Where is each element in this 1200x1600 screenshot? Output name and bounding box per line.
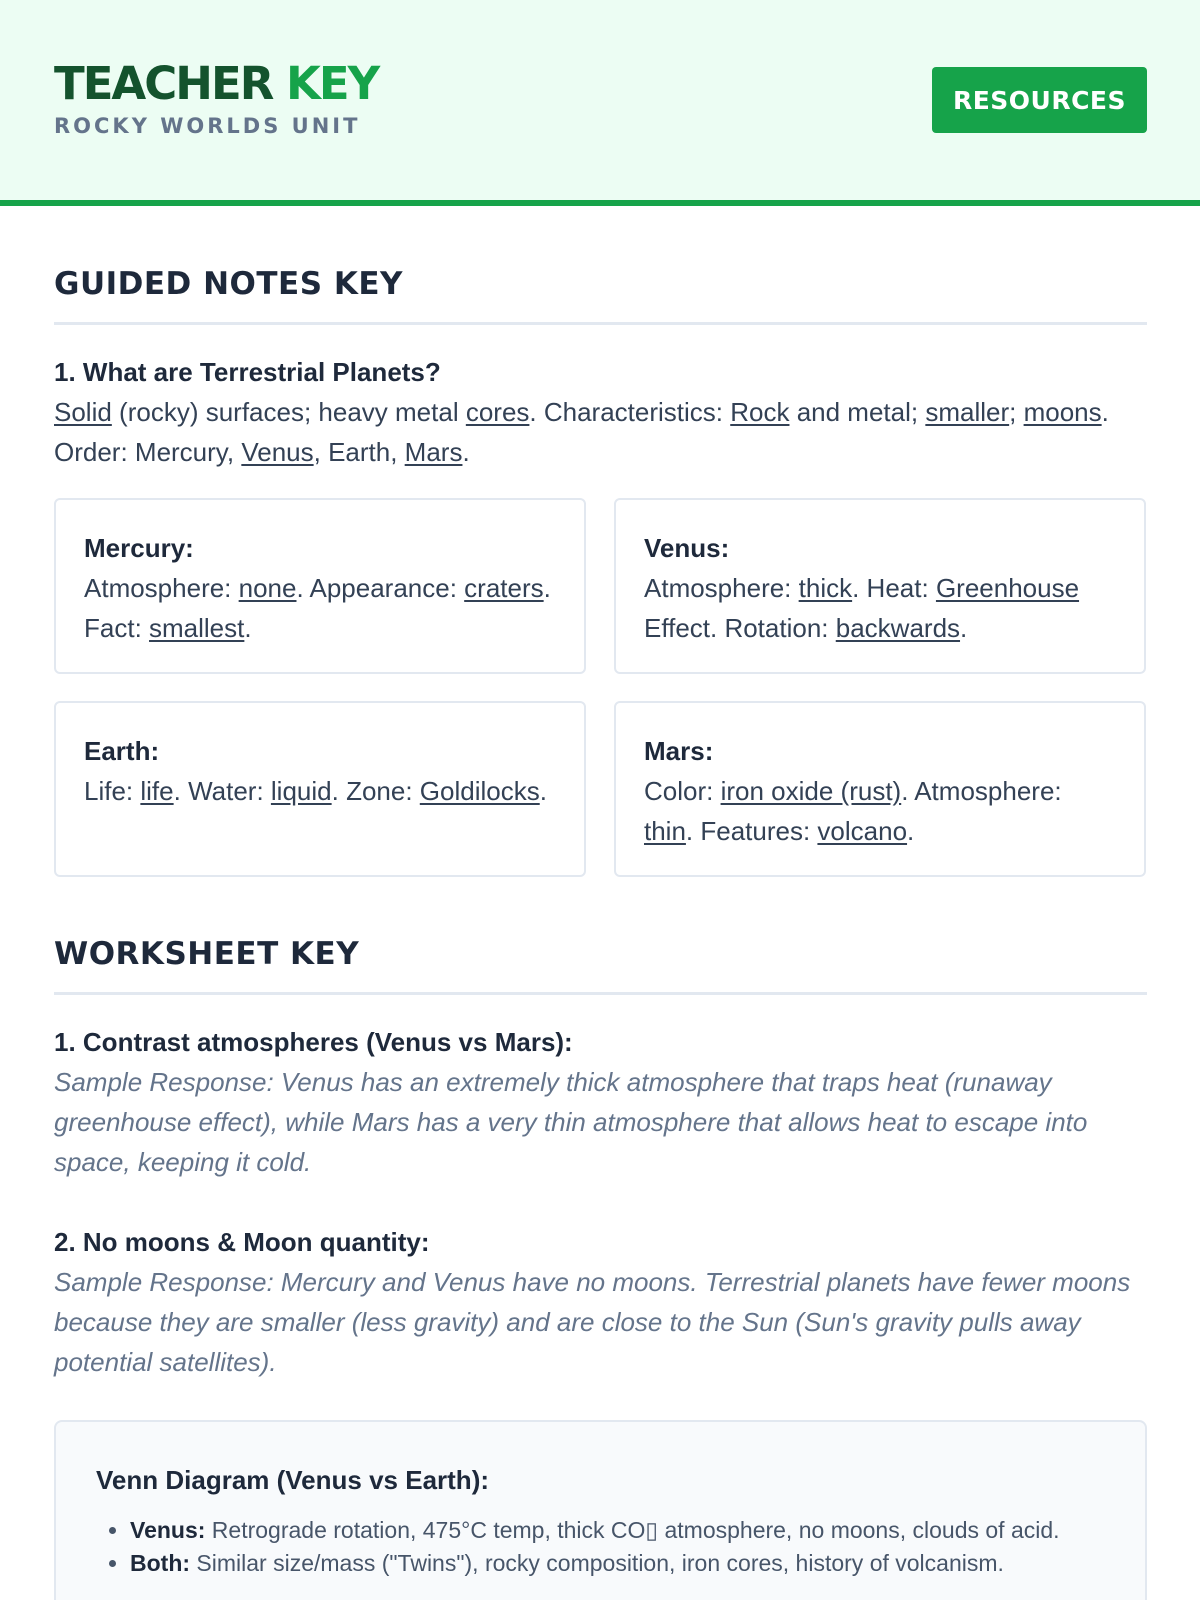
card-label: Life: bbox=[84, 776, 141, 806]
card-text bbox=[84, 568, 556, 648]
answer-text: ; bbox=[1009, 397, 1024, 427]
card-earth bbox=[54, 701, 586, 877]
answer-blank: life bbox=[140, 776, 174, 806]
worksheet-question-1-answer: Sample Response: Venus has an extremely thick atmosphere that traps heat (runaway greenhouse effect), while Mars has a very thin atmosphere that allows heat to escape into space, keeping it cold. bbox=[54, 1067, 1088, 1177]
title-accent: KEY bbox=[286, 57, 379, 110]
answer-blank: smallest bbox=[149, 613, 245, 643]
answer-blank: Solid bbox=[54, 397, 112, 427]
answer-blank: moons bbox=[1023, 397, 1102, 427]
card-text bbox=[84, 771, 556, 811]
venn-item-text: Similar size/mass ("Twins"), rocky composition, iron cores, history of volcanism. bbox=[190, 1550, 1004, 1576]
answer-text: . Order: Mercury, bbox=[54, 397, 1109, 467]
card-label: Atmosphere: bbox=[84, 573, 239, 603]
answer-text: and metal; bbox=[789, 397, 926, 427]
worksheet-question-2-title: 2. No moons & Moon quantity: bbox=[54, 1227, 430, 1257]
card-text bbox=[644, 568, 1116, 648]
card-venus bbox=[614, 498, 1146, 674]
card-label: . Appearance: bbox=[296, 573, 465, 603]
card-label: Effect. Rotation: bbox=[644, 613, 836, 643]
card-title: Earth: bbox=[84, 736, 160, 766]
card-label: . Zone: bbox=[331, 776, 420, 806]
card-label: . Atmosphere: bbox=[901, 776, 1062, 806]
answer-text: . bbox=[462, 437, 470, 467]
worksheet-question-2-answer: Sample Response: Mercury and Venus have no moons. Terrestrial planets have fewer moons because they are smaller (less gravity) and are close to the Sun (Sun's gravity pulls away potential satellites). bbox=[54, 1267, 1131, 1377]
answer-text: . Characteristics: bbox=[529, 397, 731, 427]
answer-blank: Goldilocks bbox=[419, 776, 540, 806]
answer-blank: Mars bbox=[404, 437, 463, 467]
card-label: . Water: bbox=[173, 776, 271, 806]
card-label: . Fact: bbox=[84, 573, 551, 643]
venn-item-label: Venus: bbox=[130, 1517, 206, 1543]
answer-blank: smaller bbox=[925, 397, 1010, 427]
answer-blank: volcano bbox=[817, 816, 908, 846]
answer-blank: craters bbox=[464, 573, 544, 603]
list-item bbox=[130, 1514, 1105, 1547]
title-main: TEACHER bbox=[54, 57, 273, 110]
page-header bbox=[0, 0, 1200, 206]
answer-blank: iron oxide (rust) bbox=[720, 776, 902, 806]
card-mars bbox=[614, 701, 1146, 877]
answer-text: , Earth, bbox=[313, 437, 405, 467]
answer-blank: liquid bbox=[270, 776, 332, 806]
resources-button[interactable]: RESOURCES bbox=[932, 67, 1147, 133]
venn-list bbox=[96, 1514, 1105, 1580]
guided-notes-heading: GUIDED NOTES KEY bbox=[54, 260, 1147, 325]
answer-blank: backwards bbox=[835, 613, 961, 643]
page-subtitle: ROCKY WORLDS UNIT bbox=[54, 114, 361, 138]
page-title bbox=[54, 56, 378, 112]
card-title: Mercury: bbox=[84, 533, 194, 563]
card-title: Mars: bbox=[644, 736, 714, 766]
card-label: . Heat: bbox=[852, 573, 936, 603]
answer-blank: Rock bbox=[730, 397, 790, 427]
venn-item-text: Retrograde rotation, 475°C temp, thick CO▯ atmosphere, no moons, clouds of acid. bbox=[205, 1517, 1060, 1543]
answer-blank: Venus bbox=[241, 437, 314, 467]
answer-blank: thin bbox=[644, 816, 686, 846]
answer-text: (rocky) surfaces; heavy metal bbox=[111, 397, 466, 427]
guided-question-1-answer bbox=[54, 392, 1147, 472]
venn-item-label: Both: bbox=[130, 1550, 191, 1576]
card-label: . bbox=[244, 613, 252, 643]
worksheet-question-1-title: 1. Contrast atmospheres (Venus vs Mars): bbox=[54, 1027, 573, 1057]
card-label: . Features: bbox=[685, 816, 818, 846]
card-title: Venus: bbox=[644, 533, 730, 563]
card-label: . bbox=[539, 776, 547, 806]
answer-blank: cores bbox=[465, 397, 530, 427]
guided-question-1-title: 1. What are Terrestrial Planets? bbox=[54, 357, 441, 387]
answer-blank: none bbox=[238, 573, 297, 603]
worksheet-heading: WORKSHEET KEY bbox=[54, 930, 1147, 995]
venn-title: Venn Diagram (Venus vs Earth): bbox=[96, 1465, 490, 1495]
brand bbox=[54, 56, 378, 138]
answer-blank: Greenhouse bbox=[935, 573, 1080, 603]
card-text bbox=[644, 771, 1116, 851]
card-label: Color: bbox=[644, 776, 721, 806]
card-label: . bbox=[960, 613, 968, 643]
answer-blank: thick bbox=[798, 573, 853, 603]
venn-diagram-box bbox=[54, 1420, 1147, 1600]
card-label: Atmosphere: bbox=[644, 573, 799, 603]
list-item bbox=[130, 1547, 1105, 1580]
card-label: . bbox=[907, 816, 915, 846]
card-mercury bbox=[54, 498, 586, 674]
